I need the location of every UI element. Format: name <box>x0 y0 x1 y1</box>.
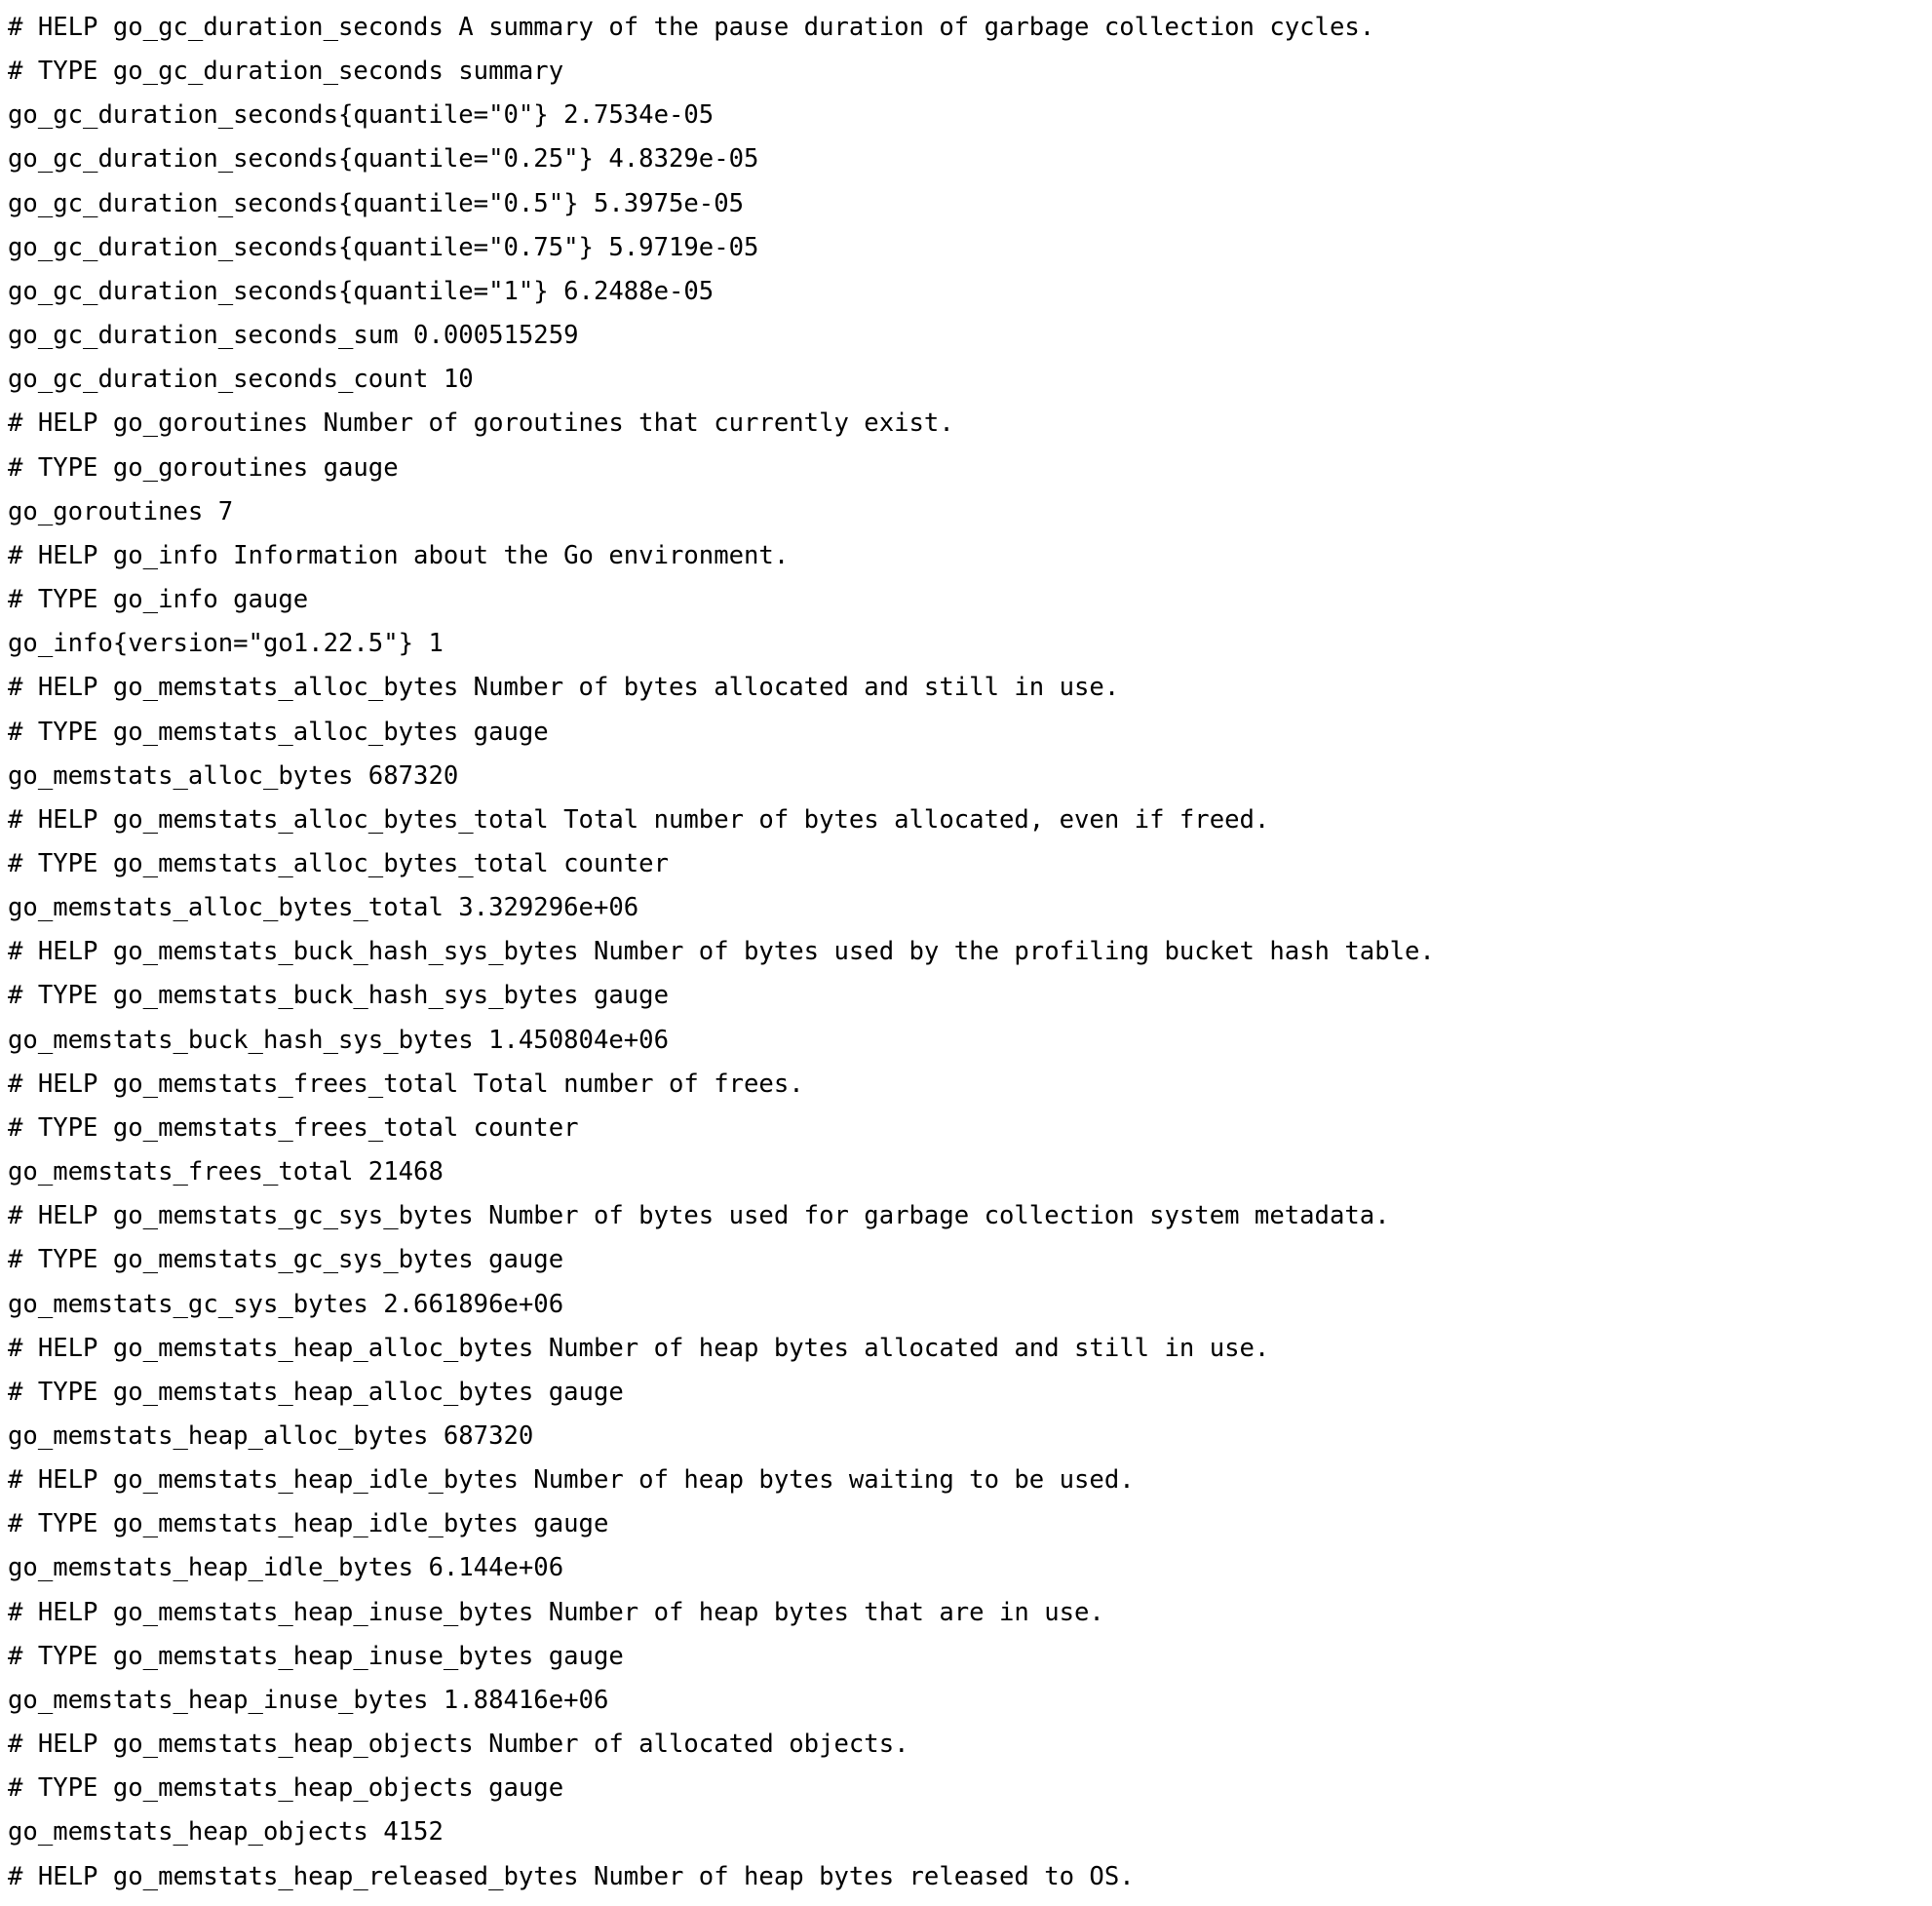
metric-sample-line: go_memstats_heap_alloc_bytes 687320 <box>8 1421 534 1451</box>
metric-sample-line: go_memstats_heap_idle_bytes 6.144e+06 <box>8 1553 564 1583</box>
metric-sample-line: go_gc_duration_seconds{quantile="0.25"} 4.8329e-05 <box>8 144 759 175</box>
metric-sample-line: go_memstats_frees_total 21468 <box>8 1157 444 1187</box>
metric-help-line: # HELP go_memstats_frees_total Total number of frees. <box>8 1069 804 1099</box>
metric-help-line: # HELP go_memstats_alloc_bytes Number of bytes allocated and still in use. <box>8 673 1120 703</box>
metric-help-line: # HELP go_memstats_buck_hash_sys_bytes Number of bytes used by the profiling bucket hash table. <box>8 937 1435 967</box>
metric-sample-line: go_gc_duration_seconds_count 10 <box>8 365 474 395</box>
metric-sample-line: go_memstats_gc_sys_bytes 2.661896e+06 <box>8 1289 564 1319</box>
metric-type-line: # TYPE go_memstats_buck_hash_sys_bytes gauge <box>8 981 669 1011</box>
metric-sample-line: go_gc_duration_seconds{quantile="0.75"} 5.9719e-05 <box>8 232 759 262</box>
metric-sample-line: go_memstats_buck_hash_sys_bytes 1.450804e+06 <box>8 1025 669 1055</box>
metric-type-line: # TYPE go_goroutines gauge <box>8 452 399 483</box>
metric-help-line: # HELP go_memstats_heap_alloc_bytes Number of heap bytes allocated and still in use. <box>8 1333 1270 1363</box>
metric-sample-line: go_goroutines 7 <box>8 496 234 526</box>
metric-help-line: # HELP go_info Information about the Go environment. <box>8 540 790 570</box>
metric-sample-line: go_memstats_heap_inuse_bytes 1.88416e+06 <box>8 1685 609 1715</box>
metrics-text-body <box>8 13 1435 1906</box>
metric-type-line: # TYPE go_memstats_heap_inuse_bytes gauge <box>8 1641 624 1671</box>
metric-sample-line: go_gc_duration_seconds_sum 0.000515259 <box>8 321 579 351</box>
metric-type-line: # TYPE go_memstats_heap_objects gauge <box>8 1773 564 1804</box>
metric-sample-line: go_gc_duration_seconds{quantile="1"} 6.2488e-05 <box>8 276 715 306</box>
metric-help-line: # HELP go_gc_duration_seconds A summary of the pause duration of garbage collection cycles. <box>8 13 1375 42</box>
metric-help-line: # HELP go_goroutines Number of goroutines that currently exist. <box>8 408 954 439</box>
metric-help-line: # HELP go_memstats_heap_idle_bytes Number of heap bytes waiting to be used. <box>8 1465 1135 1496</box>
metric-type-line: # TYPE go_memstats_gc_sys_bytes gauge <box>8 1245 564 1275</box>
metric-type-line: # TYPE go_memstats_heap_idle_bytes gauge <box>8 1509 609 1539</box>
metric-help-line: # HELP go_memstats_gc_sys_bytes Number of bytes used for garbage collection system metadata. <box>8 1201 1390 1231</box>
metric-help-line: # HELP go_memstats_heap_objects Number of allocated objects. <box>8 1730 909 1760</box>
metric-help-line: # HELP go_memstats_alloc_bytes_total Total number of bytes allocated, even if freed. <box>8 804 1270 835</box>
metric-type-line: # TYPE go_memstats_heap_alloc_bytes gauge <box>8 1377 624 1407</box>
metric-type-line: # TYPE go_memstats_alloc_bytes_total counter <box>8 848 669 878</box>
metric-type-line: # TYPE go_info gauge <box>8 585 309 615</box>
metric-type-line: # TYPE go_memstats_frees_total counter <box>8 1112 579 1143</box>
metric-sample-line: go_gc_duration_seconds{quantile="0"} 2.7534e-05 <box>8 100 715 131</box>
metric-type-line: # TYPE go_memstats_alloc_bytes gauge <box>8 717 549 747</box>
metric-sample-line: go_gc_duration_seconds{quantile="0.5"} 5.3975e-05 <box>8 188 745 218</box>
metric-sample-line: go_memstats_heap_objects 4152 <box>8 1817 444 1848</box>
metric-help-line: # HELP go_memstats_heap_inuse_bytes Number of heap bytes that are in use. <box>8 1597 1104 1627</box>
metric-type-line: # TYPE go_gc_duration_seconds summary <box>8 57 564 87</box>
metric-sample-line: go_memstats_alloc_bytes_total 3.329296e+06 <box>8 893 639 923</box>
metric-sample-line: go_info{version="go1.22.5"} 1 <box>8 629 444 659</box>
metric-help-line: # HELP go_memstats_heap_released_bytes Number of heap bytes released to OS. <box>8 1861 1135 1891</box>
metric-sample-line: go_memstats_alloc_bytes 687320 <box>8 760 459 791</box>
